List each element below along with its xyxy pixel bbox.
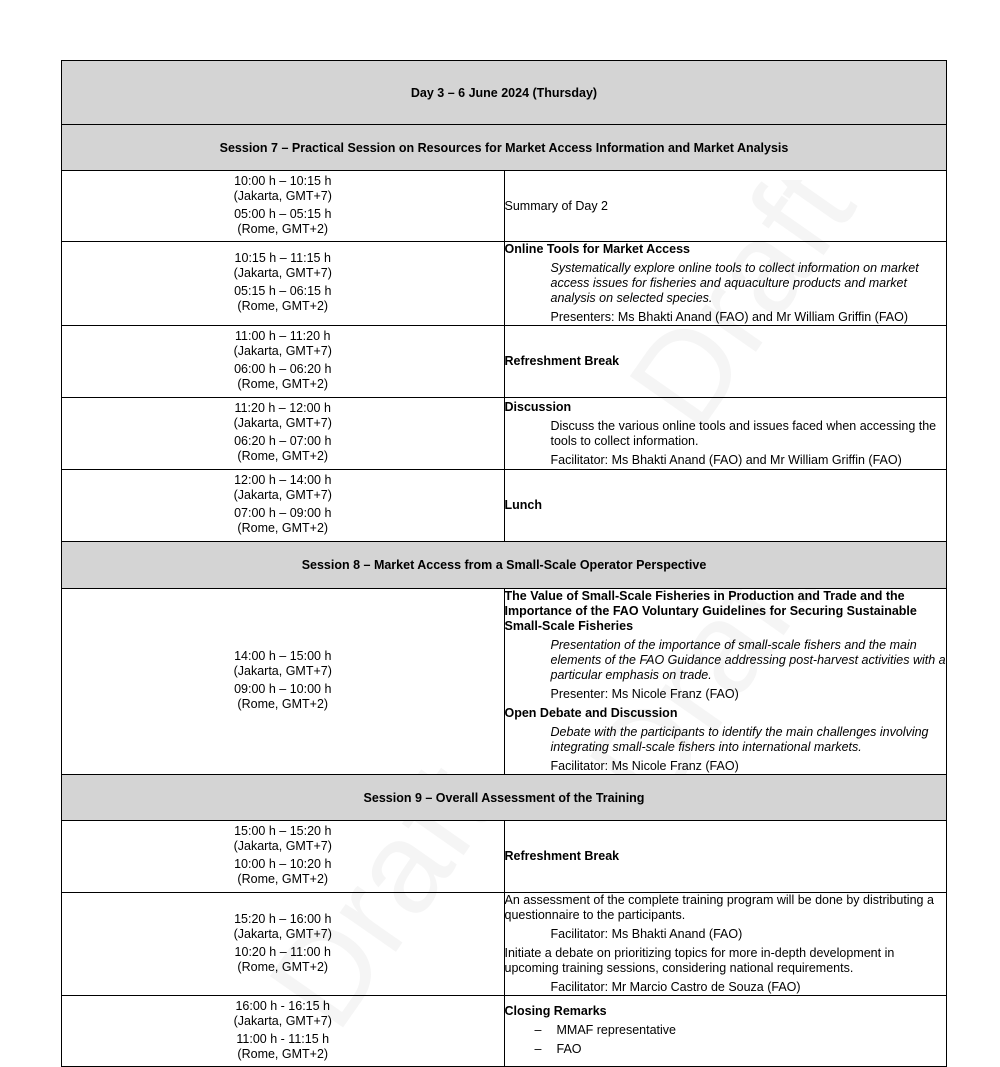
- item-description: Debate with the participants to identify the main challenges involving integrating small-scale fishers into international markets.: [550, 725, 929, 754]
- time-zone: (Rome, GMT+2): [237, 449, 329, 463]
- time-range: 10:00 h – 10:15 h: [234, 173, 332, 188]
- content-cell: [504, 398, 947, 470]
- item-title: Discussion: [504, 399, 572, 414]
- agenda-row: [62, 171, 947, 242]
- item-description: Discuss the various online tools and issues faced when accessing the tools to collect information.: [550, 418, 937, 448]
- time-cell: [62, 470, 505, 542]
- time-zone: (Jakarta, GMT+7): [233, 488, 332, 502]
- session-header-row: [62, 542, 947, 589]
- time-cell: [62, 893, 505, 996]
- session-7-header: Session 7 – Practical Session on Resources for Market Access Information and Market Analysis: [62, 125, 947, 171]
- content-cell: [504, 171, 947, 242]
- time-range: 05:15 h – 06:15 h: [234, 284, 332, 298]
- time-range: 10:00 h – 10:20 h: [234, 857, 332, 871]
- time-cell: [62, 398, 505, 470]
- item-facilitator: Facilitator: Ms Nicole Franz (FAO): [550, 759, 739, 773]
- item-presenters: Presenters: Ms Bhakti Anand (FAO) and Mr William Griffin (FAO): [550, 310, 909, 324]
- item-title: Refreshment Break: [504, 849, 620, 863]
- time-zone: (Rome, GMT+2): [237, 697, 329, 711]
- item-facilitator: Facilitator: Mr Marcio Castro de Souza (FAO): [550, 980, 801, 994]
- item-text: Initiate a debate on prioritizing topics for more in-depth development in upcoming training sessions, considering national requirements.: [504, 946, 895, 975]
- item-facilitator: Facilitator: Ms Bhakti Anand (FAO): [550, 927, 743, 941]
- time-range: 07:00 h – 09:00 h: [234, 506, 332, 520]
- bullet-item: [505, 1042, 947, 1057]
- session-header-row: [62, 775, 947, 821]
- time-range: 15:00 h – 15:20 h: [234, 824, 332, 838]
- session-header-row: [62, 125, 947, 171]
- time-range: 16:00 h - 16:15 h: [235, 998, 331, 1013]
- item-title: Refreshment Break: [504, 354, 620, 368]
- item-title: Online Tools for Market Access: [504, 242, 690, 256]
- time-range: 12:00 h – 14:00 h: [234, 473, 332, 487]
- time-range: 10:20 h – 11:00 h: [234, 944, 331, 959]
- item-title: The Value of Small-Scale Fisheries in Production and Trade and the Importance of the FAO Voluntary Guidelines for Securing Sustainable Small-Scale Fisheries: [504, 589, 917, 633]
- time-range: 11:00 h – 11:20 h: [235, 329, 331, 343]
- time-zone: (Jakarta, GMT+7): [233, 266, 332, 280]
- time-zone: (Rome, GMT+2): [237, 959, 329, 974]
- time-cell: [62, 589, 505, 775]
- time-zone: (Jakarta, GMT+7): [233, 344, 332, 358]
- item-title: Closing Remarks: [504, 1004, 607, 1018]
- session-8-header: Session 8 – Market Access from a Small-Scale Operator Perspective: [62, 542, 947, 589]
- dash-bullet: –: [534, 1042, 542, 1056]
- time-zone: (Jakarta, GMT+7): [233, 188, 332, 203]
- day-header-row: [62, 61, 947, 125]
- content-cell: [504, 470, 947, 542]
- time-zone: (Jakarta, GMT+7): [233, 839, 332, 853]
- agenda-row: [62, 893, 947, 996]
- content-cell: [504, 996, 947, 1067]
- agenda-row: [62, 398, 947, 470]
- content-cell: [504, 326, 947, 398]
- session-9-header: Session 9 – Overall Assessment of the Training: [62, 775, 947, 821]
- time-cell: [62, 242, 505, 326]
- time-zone: (Jakarta, GMT+7): [233, 416, 332, 430]
- content-cell: [504, 242, 947, 326]
- item-description: Presentation of the importance of small-scale fishers and the main elements of the FAO Guidance addressing post-harvest activities with a particular emphasis on trade.: [550, 638, 946, 682]
- dash-bullet: –: [534, 1023, 542, 1037]
- time-zone: (Rome, GMT+2): [237, 521, 329, 535]
- agenda-table: [61, 60, 947, 1067]
- item-title: Open Debate and Discussion: [504, 706, 678, 720]
- content-cell: [504, 821, 947, 893]
- bullet-text: FAO: [556, 1042, 582, 1056]
- time-range: 11:00 h - 11:15 h: [236, 1031, 330, 1046]
- agenda-row: [62, 821, 947, 893]
- time-range: 14:00 h – 15:00 h: [234, 649, 332, 663]
- day-header: Day 3 – 6 June 2024 (Thursday): [62, 61, 947, 125]
- item-facilitators: Facilitator: Ms Bhakti Anand (FAO) and Mr William Griffin (FAO): [550, 452, 902, 467]
- item-text: An assessment of the complete training program will be done by distributing a questionnaire to the participants.: [504, 893, 934, 922]
- agenda-row: [62, 326, 947, 398]
- time-range: 06:00 h – 06:20 h: [234, 362, 332, 376]
- bullet-item: [505, 1023, 947, 1038]
- time-cell: [62, 821, 505, 893]
- item-presenter: Presenter: Ms Nicole Franz (FAO): [550, 687, 739, 701]
- agenda-row: [62, 470, 947, 542]
- time-cell: [62, 326, 505, 398]
- bullet-text: MMAF representative: [556, 1023, 676, 1037]
- time-cell: [62, 996, 505, 1067]
- time-range: 11:20 h – 12:00 h: [234, 401, 331, 415]
- time-zone: (Rome, GMT+2): [237, 377, 329, 391]
- time-zone: (Rome, GMT+2): [237, 1046, 329, 1061]
- time-cell: [62, 171, 505, 242]
- time-range: 09:00 h – 10:00 h: [234, 682, 332, 696]
- agenda-row: [62, 996, 947, 1067]
- time-range: 10:15 h – 11:15 h: [234, 251, 331, 265]
- agenda-row: [62, 242, 947, 326]
- time-range: 15:20 h – 16:00 h: [234, 911, 332, 926]
- time-zone: (Jakarta, GMT+7): [233, 664, 332, 678]
- content-cell: [504, 893, 947, 996]
- time-range: 05:00 h – 05:15 h: [234, 206, 332, 221]
- agenda-row: [62, 589, 947, 775]
- time-zone: (Rome, GMT+2): [237, 221, 329, 236]
- content-cell: [504, 589, 947, 775]
- item-description: Systematically explore online tools to collect information on market access issues for fisheries and aquaculture products and market analysis on selected species.: [550, 261, 919, 305]
- time-zone: (Jakarta, GMT+7): [233, 1013, 332, 1028]
- time-zone: (Rome, GMT+2): [237, 299, 329, 313]
- time-zone: (Jakarta, GMT+7): [233, 926, 332, 941]
- time-zone: (Rome, GMT+2): [237, 872, 329, 886]
- item-title: Summary of Day 2: [504, 198, 609, 213]
- item-title: Lunch: [504, 498, 542, 512]
- time-range: 06:20 h – 07:00 h: [234, 434, 332, 448]
